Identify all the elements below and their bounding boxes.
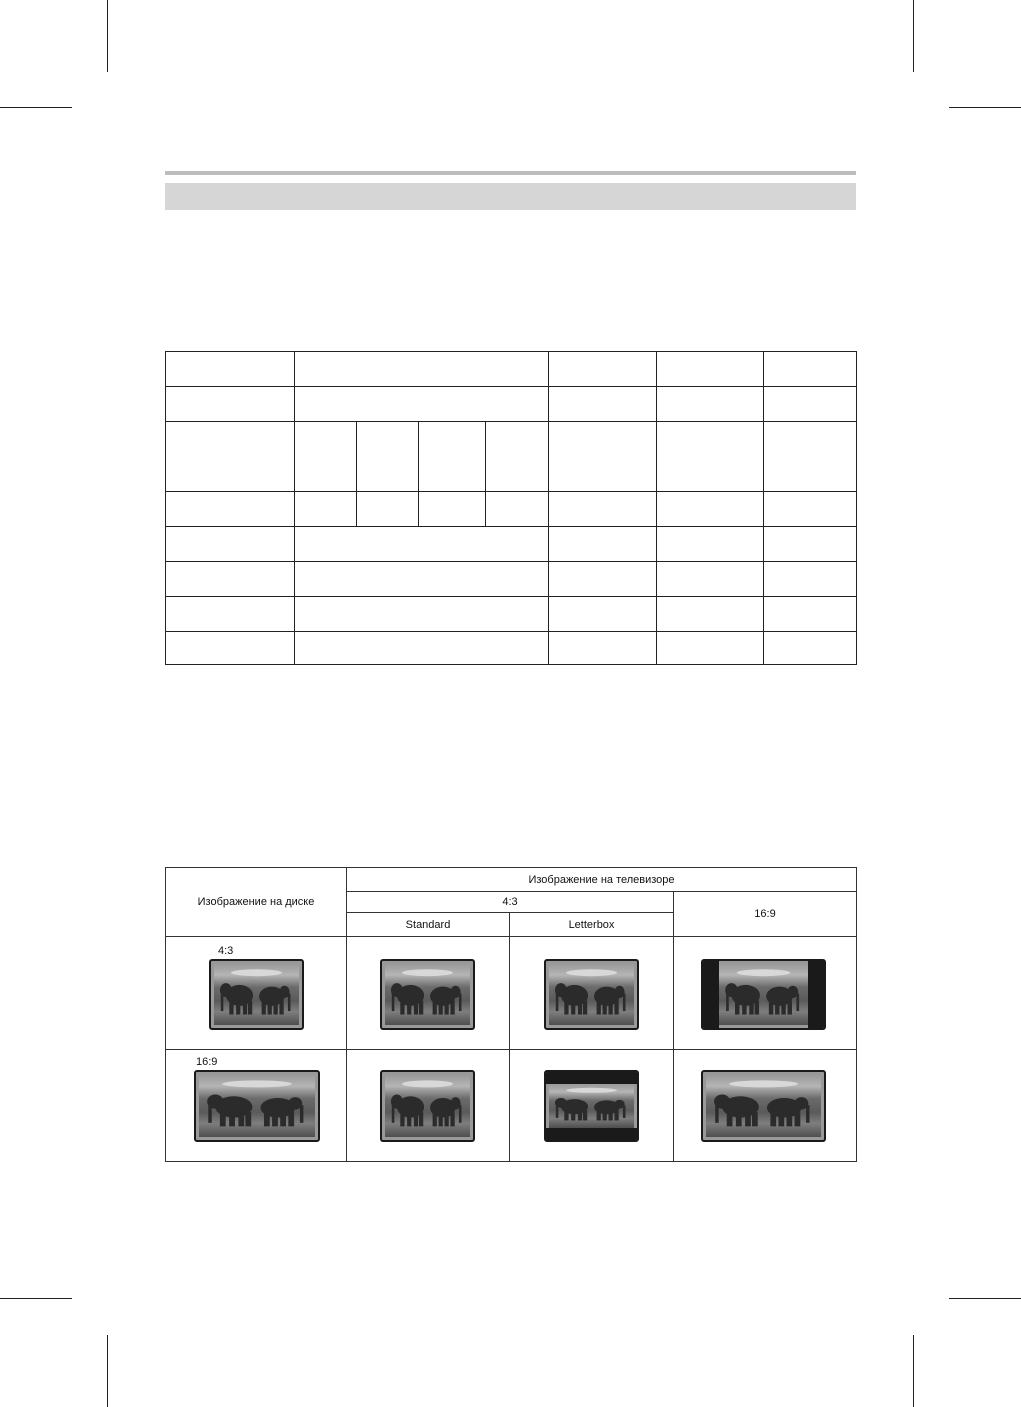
- table-cell: [357, 422, 419, 492]
- table-cell: [486, 422, 549, 492]
- tv-screen-illustration: [209, 959, 304, 1030]
- ratio-16-9-header: 16:9: [674, 892, 857, 937]
- table-cell: [419, 492, 486, 527]
- spec-table: [165, 351, 857, 665]
- elephants-picture: [385, 964, 470, 1025]
- table-cell: [549, 352, 657, 387]
- row-4-3-letterbox: [510, 937, 674, 1050]
- tv-screen-illustration: [544, 1070, 639, 1142]
- pillarbox-bar: [703, 961, 719, 1028]
- table-cell: [549, 422, 657, 492]
- table-row: [166, 492, 857, 527]
- table-cell: [764, 352, 857, 387]
- table-cell: [764, 387, 857, 422]
- crop-mark: [0, 107, 72, 108]
- tv-image-header: Изображение на телевизоре: [347, 868, 857, 892]
- letterbox-bar: [546, 1072, 637, 1084]
- crop-mark: [913, 0, 914, 72]
- table-cell: [295, 632, 549, 665]
- table-cell: [166, 422, 295, 492]
- row-16-9-letterbox: [510, 1050, 674, 1162]
- table-cell: [166, 597, 295, 632]
- table-row: [166, 387, 857, 422]
- ratio-4-3-header: 4:3: [347, 892, 674, 913]
- crop-mark: [913, 1335, 914, 1407]
- crop-mark: [0, 1298, 72, 1299]
- elephants-picture: [549, 964, 634, 1025]
- row-4-3-wide: [674, 937, 857, 1050]
- table-cell: [419, 422, 486, 492]
- table-cell: [764, 562, 857, 597]
- table-cell: [764, 632, 857, 665]
- table-cell: [657, 597, 764, 632]
- table-cell: [657, 422, 764, 492]
- disc-ratio-label: 16:9: [196, 1056, 218, 1068]
- tv-screen-illustration: [701, 1070, 826, 1142]
- crop-mark: [107, 0, 108, 72]
- table-cell: [166, 527, 295, 562]
- pillarbox-bar: [808, 961, 824, 1028]
- table-cell: [357, 492, 419, 527]
- table-cell: [764, 492, 857, 527]
- mode-letterbox-header: Letterbox: [510, 913, 674, 937]
- tv-screen-illustration: [380, 959, 475, 1030]
- table-cell: [295, 387, 549, 422]
- elephants-picture: [214, 964, 299, 1025]
- mode-standard-header: Standard: [347, 913, 510, 937]
- crop-mark: [107, 1335, 108, 1407]
- table-row: [166, 352, 857, 387]
- disc-ratio-label: 4:3: [218, 945, 234, 957]
- table-cell: [295, 527, 549, 562]
- elephants-picture: [549, 1084, 634, 1128]
- table-cell: [764, 527, 857, 562]
- aspect-ratio-table: [165, 867, 857, 1162]
- table-cell: [295, 492, 357, 527]
- elephants-picture: [719, 964, 808, 1025]
- tv-screen-illustration: [544, 959, 639, 1030]
- table-row: [166, 632, 857, 665]
- table-cell: [549, 597, 657, 632]
- section-header-bar: [165, 183, 856, 210]
- letterbox-bar: [546, 1128, 637, 1140]
- table-cell: [657, 352, 764, 387]
- row-16-9-standard: [347, 1050, 510, 1162]
- table-cell: [764, 597, 857, 632]
- table-cell: [166, 387, 295, 422]
- table-row: [166, 597, 857, 632]
- table-cell: [166, 632, 295, 665]
- elephants-picture: [199, 1075, 315, 1137]
- table-row: [166, 562, 857, 597]
- table-cell: [657, 632, 764, 665]
- row-16-9-disc: [166, 1050, 347, 1162]
- table-cell: [295, 562, 549, 597]
- row-4-3-standard: [347, 937, 510, 1050]
- elephants-picture: [385, 1075, 470, 1137]
- elephants-picture: [706, 1075, 821, 1137]
- table-cell: [295, 352, 549, 387]
- table-cell: [549, 632, 657, 665]
- table-cell: [295, 597, 549, 632]
- tv-screen-illustration: [194, 1070, 320, 1142]
- table-row: [166, 422, 857, 492]
- table-cell: [166, 352, 295, 387]
- table-cell: [549, 527, 657, 562]
- table-cell: [657, 492, 764, 527]
- table-cell: [166, 562, 295, 597]
- row-16-9-wide: [674, 1050, 857, 1162]
- table-cell: [295, 422, 357, 492]
- tv-screen-illustration: [701, 959, 826, 1030]
- table-cell: [657, 527, 764, 562]
- row-4-3-disc: [166, 937, 347, 1050]
- table-row: [166, 527, 857, 562]
- table-cell: [764, 422, 857, 492]
- table-cell: [166, 492, 295, 527]
- table-cell: [657, 387, 764, 422]
- tv-screen-illustration: [380, 1070, 475, 1142]
- disc-image-header: Изображение на диске: [166, 868, 347, 937]
- table-cell: [549, 562, 657, 597]
- table-cell: [549, 492, 657, 527]
- crop-mark: [949, 107, 1021, 108]
- table-cell: [549, 387, 657, 422]
- header-rule: [165, 171, 856, 175]
- crop-mark: [949, 1298, 1021, 1299]
- table-cell: [486, 492, 549, 527]
- table-cell: [657, 562, 764, 597]
